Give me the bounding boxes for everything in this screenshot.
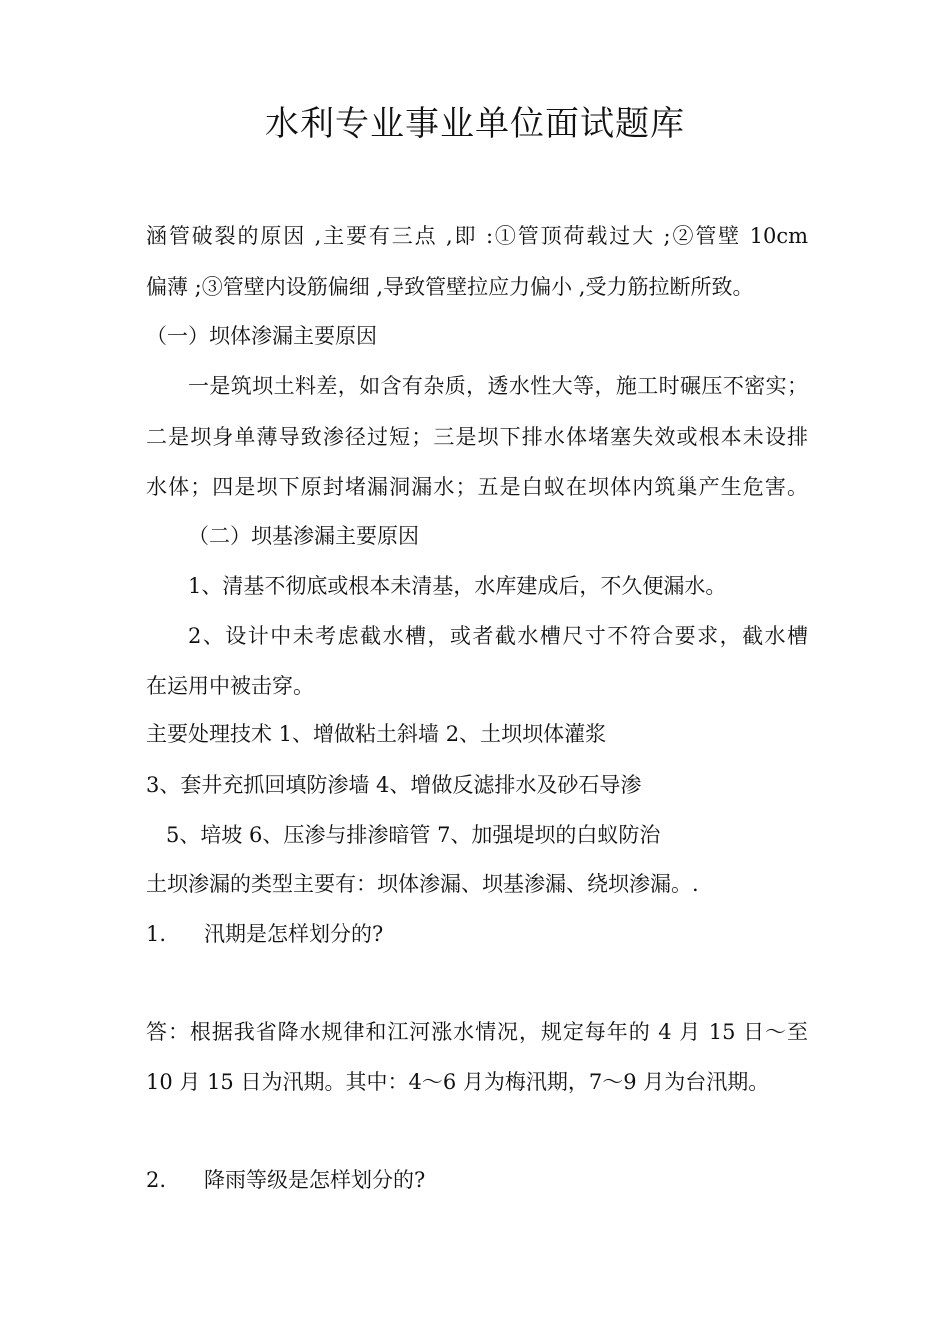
paragraph-line: 在运用中被击穿。 [146,674,314,698]
document-title: 水利专业事业单位面试题库 [265,104,685,144]
paragraph-line: 涵管破裂的原因 ,主要有三点 ,即 :①管顶荷载过大 ;②管壁 10cm [146,224,808,248]
question-number: 1. [146,922,167,946]
paragraph-line: 一是筑坝土料差，如含有杂质，透水性大等，施工时碾压不密实； [188,374,808,398]
section-heading: （二）坝基渗漏主要原因 [188,524,419,548]
paragraph-line: 3、套井充抓回填防渗墙 4、增做反滤排水及砂石导渗 [146,773,642,797]
answer-line: 10 月 15 日为汛期。其中：4～6 月为梅汛期，7～9 月为台汛期。 [146,1070,770,1094]
paragraph-line: 二是坝身单薄导致渗径过短；三是坝下排水体堵塞失效或根本未设排 [146,425,808,449]
question-item [146,1164,425,1196]
question-text: 降雨等级是怎样划分的? [204,1168,426,1192]
paragraph-line: 偏薄 ;③管壁内设筋偏细 ,导致管壁拉应力偏小 ,受力筋拉断所致。 [146,275,754,299]
paragraph-line: 5、培坡 6、压渗与排渗暗管 7、加强堤坝的白蚁防治 [166,823,661,847]
paragraph-line: 1、清基不彻底或根本未清基，水库建成后，不久便漏水。 [188,574,727,598]
question-number: 2. [146,1168,167,1192]
paragraph-line: 土坝渗漏的类型主要有：坝体渗漏、坝基渗漏、绕坝渗漏。. [146,872,699,896]
answer-line: 答：根据我省降水规律和江河涨水情况，规定每年的 4 月 15 日～至 [146,1020,808,1044]
paragraph-line: 水体；四是坝下原封堵漏洞漏水；五是白蚁在坝体内筑巢产生危害。 [146,475,808,499]
question-item [146,918,383,950]
question-text: 汛期是怎样划分的? [204,922,384,946]
section-heading: （一）坝体渗漏主要原因 [146,324,377,348]
paragraph-line: 2、设计中未考虑截水槽，或者截水槽尺寸不符合要求，截水槽 [188,624,808,648]
paragraph-line: 主要处理技术 1、增做粘土斜墙 2、土坝坝体灌浆 [146,722,607,746]
